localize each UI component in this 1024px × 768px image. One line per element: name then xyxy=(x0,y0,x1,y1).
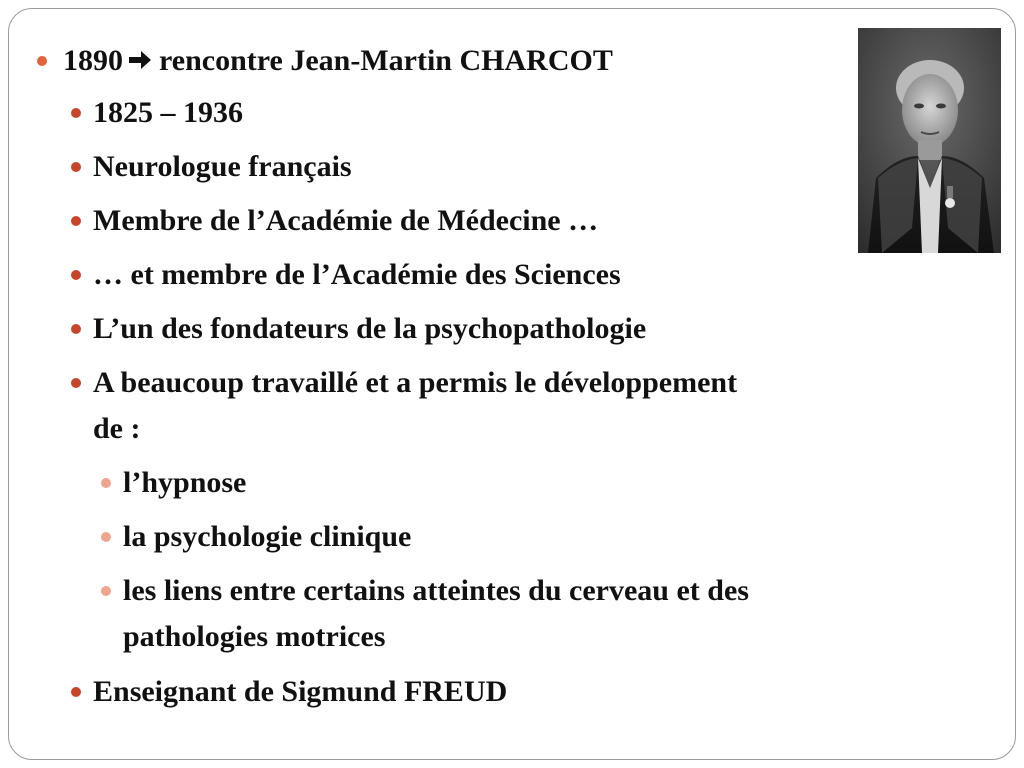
list-item-psychopathologie: L’un des fondateurs de la psychopathologie xyxy=(93,312,647,345)
list-item-developpement-line2: de : xyxy=(93,412,141,445)
list-item-developpement-line1: A beaucoup travaillé et a permis le développement xyxy=(93,366,738,399)
sub-item-hypnose: l’hypnose xyxy=(123,466,247,499)
bullet-dot xyxy=(101,532,111,542)
list-item-academie-medecine: Membre de l’Académie de Médecine … xyxy=(93,204,599,237)
list-item-freud: Enseignant de Sigmund FREUD xyxy=(93,675,508,708)
sub-item-psychologie-clinique: la psychologie clinique xyxy=(123,520,412,553)
list-item-dates: 1825 – 1936 xyxy=(93,96,243,129)
bullet-dot xyxy=(101,478,111,488)
heading-line xyxy=(63,41,613,81)
slide-frame xyxy=(8,8,1016,760)
bullet-dot xyxy=(71,162,81,172)
bullet-dot xyxy=(37,56,47,66)
bullet-dot xyxy=(71,687,81,697)
portrait-image xyxy=(858,28,1001,253)
sub-item-liens-cerveau-line1: les liens entre certains atteintes du cerveau et des xyxy=(123,574,749,607)
bullet-dot xyxy=(71,108,81,118)
slide-content xyxy=(9,9,1015,759)
heading-year: 1890 xyxy=(63,44,123,77)
list-item-academie-sciences: … et membre de l’Académie des Sciences xyxy=(93,258,621,291)
bullet-dot xyxy=(71,378,81,388)
sub-item-liens-cerveau-line2: pathologies motrices xyxy=(123,620,386,653)
right-arrow-icon xyxy=(127,48,153,72)
portrait-photo xyxy=(858,28,1001,253)
bullet-dot xyxy=(71,324,81,334)
heading-text: rencontre Jean-Martin CHARCOT xyxy=(159,44,613,77)
list-item-profession: Neurologue français xyxy=(93,150,352,183)
bullet-dot xyxy=(71,270,81,280)
bullet-dot xyxy=(71,216,81,226)
bullet-dot xyxy=(101,586,111,596)
